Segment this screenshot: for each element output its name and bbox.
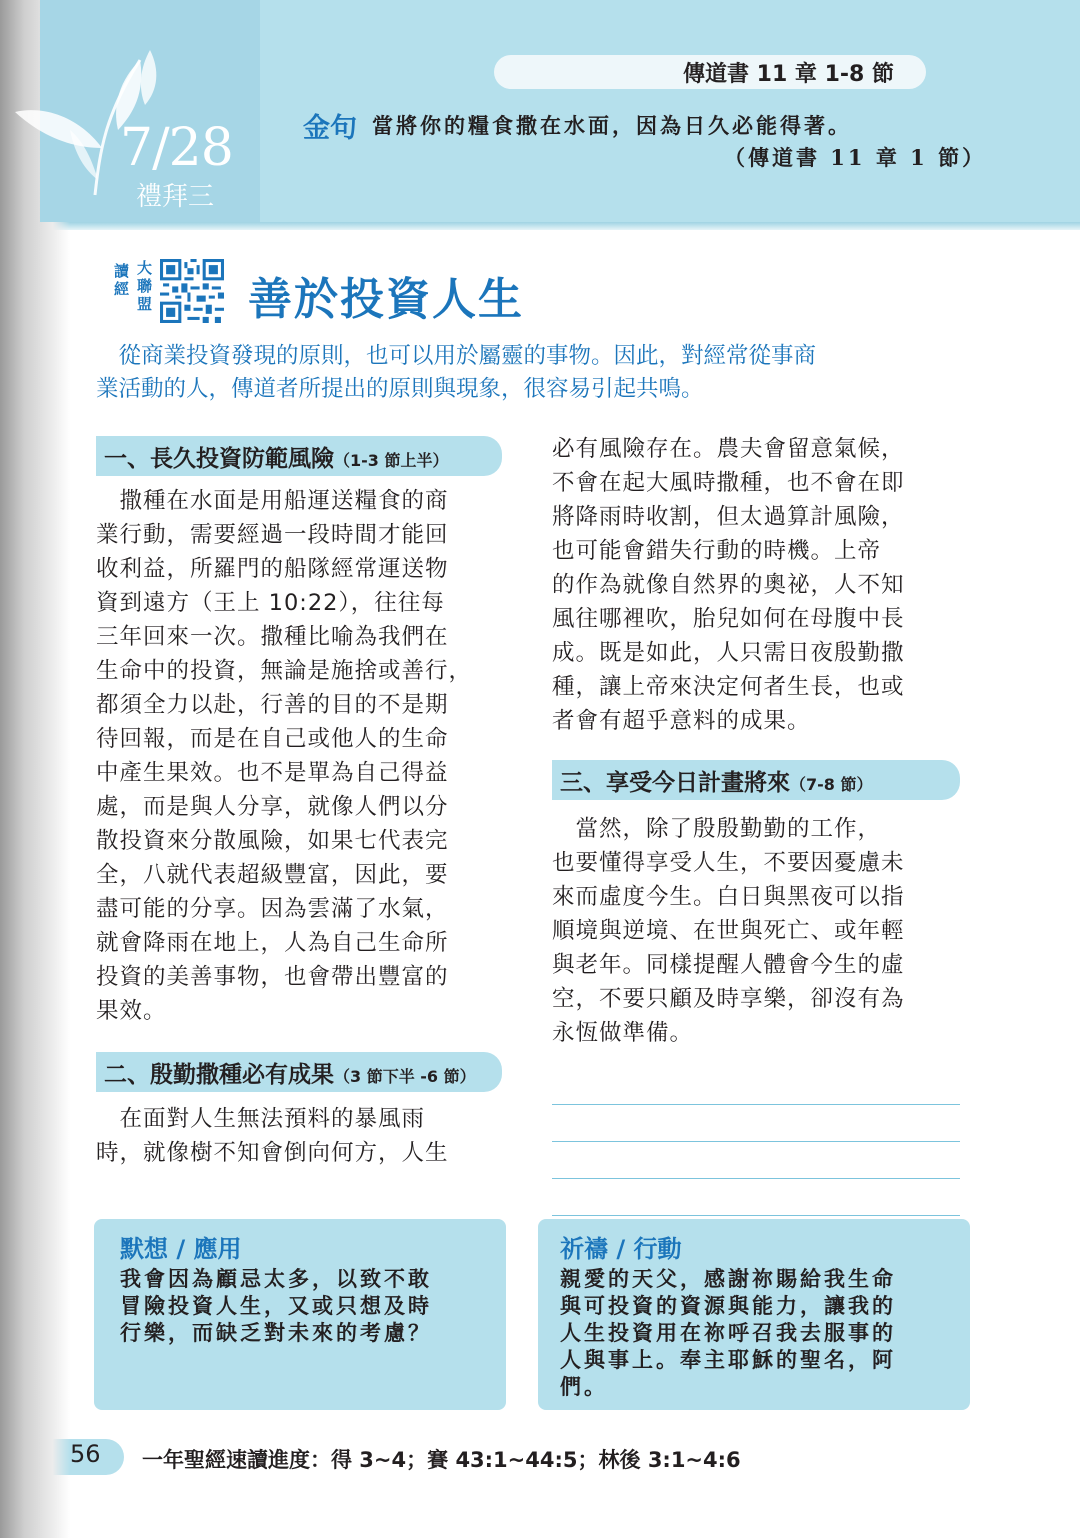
section-3-title: 三、享受今日計畫將來 — [560, 770, 790, 796]
scripture-reference-pill — [494, 55, 926, 89]
header-divider — [0, 222, 1080, 230]
body-line: 盡可能的分享。因為雲滿了水氣， — [96, 896, 449, 922]
prayer-box — [538, 1219, 970, 1410]
body-line: 順境與逆境、在世與死亡、或年輕 — [552, 918, 905, 944]
date: 7/28 — [120, 118, 233, 178]
prayer-line: 人生投資用在祢呼召我去服事的 — [560, 1320, 896, 1345]
body-line: 空，不要只顧及時享樂，卻沒有為 — [552, 986, 905, 1012]
body-line: 者會有超乎意料的成果。 — [552, 708, 811, 734]
book-spine-shadow — [0, 0, 70, 1538]
prayer-line: 親愛的天父，感謝祢賜給我生命 — [560, 1266, 896, 1291]
body-line: 收利益，所羅門的船隊經常運送物 — [96, 556, 449, 582]
weekday: 禮拜三 — [136, 182, 215, 212]
intro-paragraph — [96, 340, 968, 406]
body-line: 中產生果效。也不是單為自己得益 — [96, 760, 449, 786]
scripture-reference: 傳道書 11 章 1-8 節 — [683, 62, 894, 87]
body-line: 撒種在水面是用船運送糧食的商 — [96, 488, 449, 514]
body-line: 生命中的投資，無論是施捨或善行， — [96, 658, 473, 684]
section-2-title: 二、殷勤撒種必有成果 — [104, 1062, 334, 1088]
body-line: 來而虛度今生。白日與黑夜可以指 — [552, 884, 905, 910]
meditation-box — [94, 1219, 506, 1410]
section-3-verses: （7-8 節） — [790, 775, 873, 794]
body-line: 處，而是與人分享，就像人們以分 — [96, 794, 449, 820]
meditation-title: 默想 / 應用 — [120, 1235, 242, 1263]
meditation-line: 行樂，而缺乏對未來的考慮？ — [120, 1320, 432, 1345]
section-2-body-continued — [552, 432, 972, 738]
body-line: 不會在起大風時撒種，也不會在即 — [552, 470, 905, 496]
section-heading-3 — [552, 760, 960, 800]
prayer-line: 與可投資的資源與能力，讓我的 — [560, 1293, 896, 1318]
body-line: 投資的美善事物，也會帶出豐富的 — [96, 964, 449, 990]
page-number: 56 — [70, 1440, 101, 1468]
meditation-line: 我會因為顧忌太多，以致不敢 — [120, 1266, 432, 1291]
section-1-body — [96, 484, 516, 1028]
body-line: 種，讓上帝來決定何者生長，也或 — [552, 674, 905, 700]
body-line: 全，八就代表超級豐富，因此，要 — [96, 862, 449, 888]
note-line — [552, 1141, 960, 1142]
section-1-verses: （1-3 節上半） — [334, 451, 449, 470]
section-3-body — [552, 812, 972, 1050]
prayer-text — [560, 1265, 896, 1400]
qr-label-league: 大聯盟 — [137, 259, 153, 313]
body-line: 必有風險存在。農夫會留意氣候， — [552, 436, 905, 462]
section-2-verses: （3 節下半 -6 節） — [334, 1067, 476, 1086]
section-2-body — [96, 1102, 516, 1170]
body-line: 風往哪裡吹，胎兒如何在母腹中長 — [552, 606, 905, 632]
section-heading-1 — [96, 436, 502, 476]
note-line — [552, 1215, 960, 1216]
body-line: 在面對人生無法預料的暴風雨 — [96, 1106, 426, 1132]
body-line: 成。既是如此，人只需日夜殷勤撒 — [552, 640, 905, 666]
body-line: 資到遠方（王上 10:22），往往每 — [96, 590, 445, 616]
body-line: 三年回來一次。撒種比喻為我們在 — [96, 624, 449, 650]
intro-line: 業活動的人，傳道者所提出的原則與現象，很容易引起共鳴。 — [96, 376, 704, 402]
body-line: 也可能會錯失行動的時機。上帝 — [552, 538, 882, 564]
body-line: 就會降雨在地上，人為自己生命所 — [96, 930, 449, 956]
body-line: 當然，除了殷殷勤勤的工作， — [552, 816, 882, 842]
body-line: 果效。 — [96, 998, 167, 1024]
golden-verse-reference: （傳道書 11 章 1 節） — [724, 145, 987, 170]
meditation-line: 冒險投資人生，又或只想及時 — [120, 1293, 432, 1318]
qr-code-icon[interactable] — [160, 259, 224, 323]
body-line: 都須全力以赴，行善的目的不是期 — [96, 692, 449, 718]
body-line: 與老年。同樣提醒人體會今生的虛 — [552, 952, 905, 978]
body-line: 待回報，而是在自己或他人的生命 — [96, 726, 449, 752]
golden-verse-text: 當將你的糧食撒在水面，因為日久必能得著。 — [372, 113, 852, 138]
body-line: 的作為就像自然界的奧祕，人不知 — [552, 572, 905, 598]
body-line: 永恆做準備。 — [552, 1020, 694, 1046]
golden-verse-label: 金句 — [303, 113, 357, 144]
section-heading-2 — [96, 1052, 502, 1092]
meditation-text — [120, 1265, 432, 1346]
prayer-title: 祈禱 / 行動 — [560, 1235, 682, 1263]
qr-label-reading: 讀經 — [114, 262, 130, 298]
body-line: 散投資來分散風險，如果七代表完 — [96, 828, 449, 854]
reading-progress: 一年聖經速讀進度：得 3~4；賽 43:1~44:5；林後 3:1~4:6 — [142, 1448, 741, 1472]
prayer-line: 們。 — [560, 1374, 608, 1399]
body-line: 也要懂得享受人生，不要因憂慮未 — [552, 850, 905, 876]
note-line — [552, 1178, 960, 1179]
note-line — [552, 1104, 960, 1105]
body-line: 將降雨時收割，但太過算計風險， — [552, 504, 905, 530]
body-line: 業行動，需要經過一段時間才能回 — [96, 522, 449, 548]
intro-line: 從商業投資發現的原則，也可以用於屬靈的事物。因此，對經常從事商 — [96, 343, 817, 369]
prayer-line: 人與事上。奉主耶穌的聖名，阿 — [560, 1347, 896, 1372]
devotion-title: 善於投資人生 — [248, 274, 524, 325]
section-1-title: 一、長久投資防範風險 — [104, 446, 334, 472]
body-line: 時，就像樹不知會倒向何方，人生 — [96, 1140, 449, 1166]
